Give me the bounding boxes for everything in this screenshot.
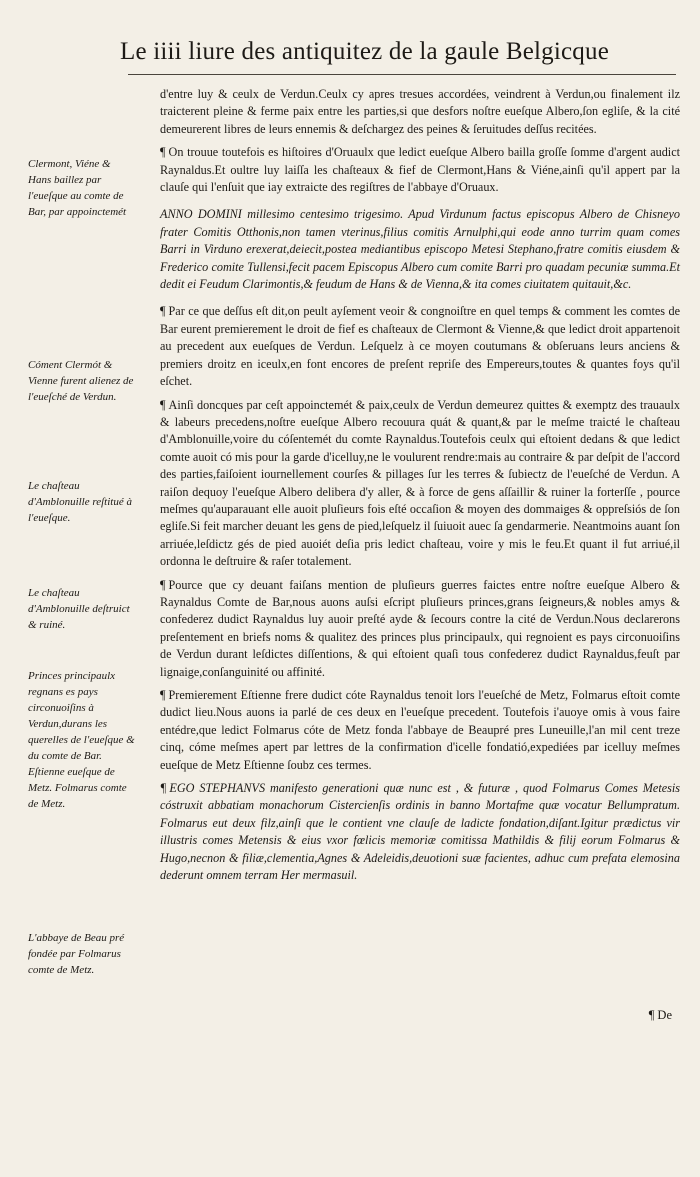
main-text [160,86,680,890]
paragraph-1: d'entre luy & ceulx de Verdun.Ceulx cy apres tresues accordées, veindrent à Verdun,ou finalement ilz traicterent pleine & ferme paix entre les parties,si que desfors noſtre eueſque Albero,ſon egliſe, & la cité demeurerent libres de leurs ennemis & deſchargez des peines & ſeruitudes deſſus recitées. [160,87,680,136]
margin-note-princes: Princes principaulx regnans es pays circonuoiſins à Verdun,durans les querelles de l'eueſque & du comte de Bar. Eſtienne eueſque de Metz. Folmarus comte de Metz. [28,670,135,810]
margin-note-beaupre: L'abbaye de Beau pré fondée par Folmarus comte de Metz. [28,932,125,976]
pilcrow-icon: ¶ [160,304,166,319]
paragraph-2: ¶ On trouue toutefois es hiſtoires d'Oruaulx que ledict eueſque Albero bailla groſſe ſomme d'argent audict Raynaldus.Et oultre luy laiſſa les chaſteaux & fief de Clermont,Hans & Viéne,ainſi qu'il appert par la clauſe qui l'enſuit que iay extraicte des regiſtres de l'abbaye d'Oruaux. [160,145,680,195]
latin-quotation-1: ANNO DOMINI millesimo centesimo trigesimo. Apud Virdunum factus episcopus Albero de Chisneyo frater Comitis Otthonis,non tamen vterinus,filius comitis Arnulphi,qui eode anno turrim quam comes Barri in Virduno erexerat,deiecit,postea mediantibus episcopo Metesi Stephano,fratre comitis eiusdem & Frederico comite Tullensi,fecit pacem Episcopus Albero cum comite Barri pro quadam pecuniæ summa.Et dedit ei Feudum Clarimontis,& feudum de Hans & de Vienna,& ita comes ciuitatem quitauit,&c. [160,207,680,292]
pilcrow-icon: ¶ [160,397,166,412]
margin-note-alienation: Cóment Clermót & Vienne furent alienez de l'eueſché de Verdun. [28,359,134,403]
pilcrow-icon: ¶ [160,688,166,702]
paragraph-6: ¶ Premierement Eſtienne frere dudict cóte Raynaldus tenoit lors l'eueſché de Metz, Folmarus eſtoit comte dudict lieu.Nous auons ia parlé de ces deux en l'eueſque precedent. Toutefois i'auoye omis à vous faire entédre,que ledict Folmarus cóte de Metz fonda l'abbaye de Beaupré pres Luneuille,l'an mil cent treze cinq, cóme meſmes apert par lettres de la confirmation d'icelle fondatió,expediées par icelluy meſmes eueſque de Metz Eſtienne ſoubz ces termes. [160,688,680,772]
margin-note-amblonville-restitue: Le chaſteau d'Amblonuille reſtitué à l'eueſque. [28,480,132,524]
pilcrow-icon: ¶ [648,1008,655,1022]
running-header: Le iiii liure des antiquitez de la gaule Belgicque [120,38,609,65]
margin-note-amblonville-ruine: Le chaſteau d'Amblonuille deſtruict & ruiné. [28,587,130,631]
catchword: ¶ De [648,1008,672,1022]
margin-note-clermont: Clermont, Viéne & Hans baillez par l'eueſque au comte de Bar, par appoinctemét [28,158,127,218]
pilcrow-icon: ¶ [160,145,166,160]
paragraph-3: ¶ Par ce que deſſus eſt dit,on peult ayſement veoir & congnoiſtre en quel temps & comment les comtes de Bar eurent premierement le droit de fief es chaſteaux de Clermont & Vienne,& que ledict droit appartenoit au precedent aux eueſques de Verdun. Leſquelz à ce moyen coutumans & obſeruans leurs anciens & premiers droitz en iceulx,en font encores de preſent repriſe des Empereurs,toutes & quantes foys qu'il eſchet. [160,304,680,389]
pilcrow-icon: ¶ [160,577,166,592]
pilcrow-icon: ¶ [160,781,167,796]
paragraph-4: ¶ Ainſi doncques par ceſt appoinctemét & paix,ceulx de Verdun demeurez quittes & exemptz des trauaulx & labeurs precedens,noſtre eueſque Albero recouura quát & quant,& par le meſme traicté le chaſteau d'Amblonuille,voire du cóſentemét du comte Raynaldus.Toutefois ceulx qui eſtoient dedans & que ledict comte auoit có mis pour la garde d'icelluy,ne le voulurent rendre:mais au contraire & par deſpit de l'accord des parties,faiſoient iournellement courſes & pillages ſur les terres & ſubiectz de l'eueſché de Verdun. A raiſon dequoy l'eueſque Albero delibera d'y aller, & à force de gens aſſaillir & ruiner la forterſſe , pource meſmes qu'auparauant elle auoit pluſieurs fois eſté occaſion & moyen des dommaiges & oppreſsiós de ſon egliſe.Si feit marcher deuant les gens de pied,leſquelz il ſuiuoit auec ſa gendarmerie. Neantmoins auant ſon arriuée,leſdictz gés de pied auoiét deſia pris ledict chaſteau, voire y mis le feu.Et quant il fut arriué,il ordonna le deſtruire & raſer totalement. [160,397,680,569]
latin-quotation-2: ¶ EGO STEPHANVS manifesto generationi quæ nunc est , & futuræ , quod Folmarus Comes Metesis cóstruxit abbatiam monachorum Cistercienſis ordinis in banno Mortafme quæ vocatur Bellumpratum. Folmarus eut deux filz,ainſi que le contient vne clauſe de ladicte fondation,diſant.Igitur prædictus vir illustris comes Metensis & eius vxor fœlicis memoriæ comitissa Mathildis & filij eorum Folmarus & Hugo,necnon & filiæ,clementia,Agnes & Adeleidis,deuotioni suæ facientes, adhuc cum prefata elemosina dederunt omnem terram Her mermasuil. [160,781,680,883]
header-rule [128,74,676,75]
paragraph-5: ¶ Pource que cy deuant faiſans mention de pluſieurs guerres faictes entre noſtre eueſque Albero & Raynaldus Comte de Bar,nous auons auſsi eſcript pluſieurs princes,grans ſeigneurs,& nobles amys & confederez dudict Raynaldus luy auoir preſté ayde & ſecours contre la cité de Verdun.Nous declarerons preſentement en briefs noms & qualitez des princes plus principaulx, qui regnoient es pays circonuoiſins de Verdun durant leſdictes diſſentions, & qui eſtoient quaſi tous confederez dudict Raynaldus,feuſt par lignaige,conſanguinité ou affinité. [160,577,680,679]
